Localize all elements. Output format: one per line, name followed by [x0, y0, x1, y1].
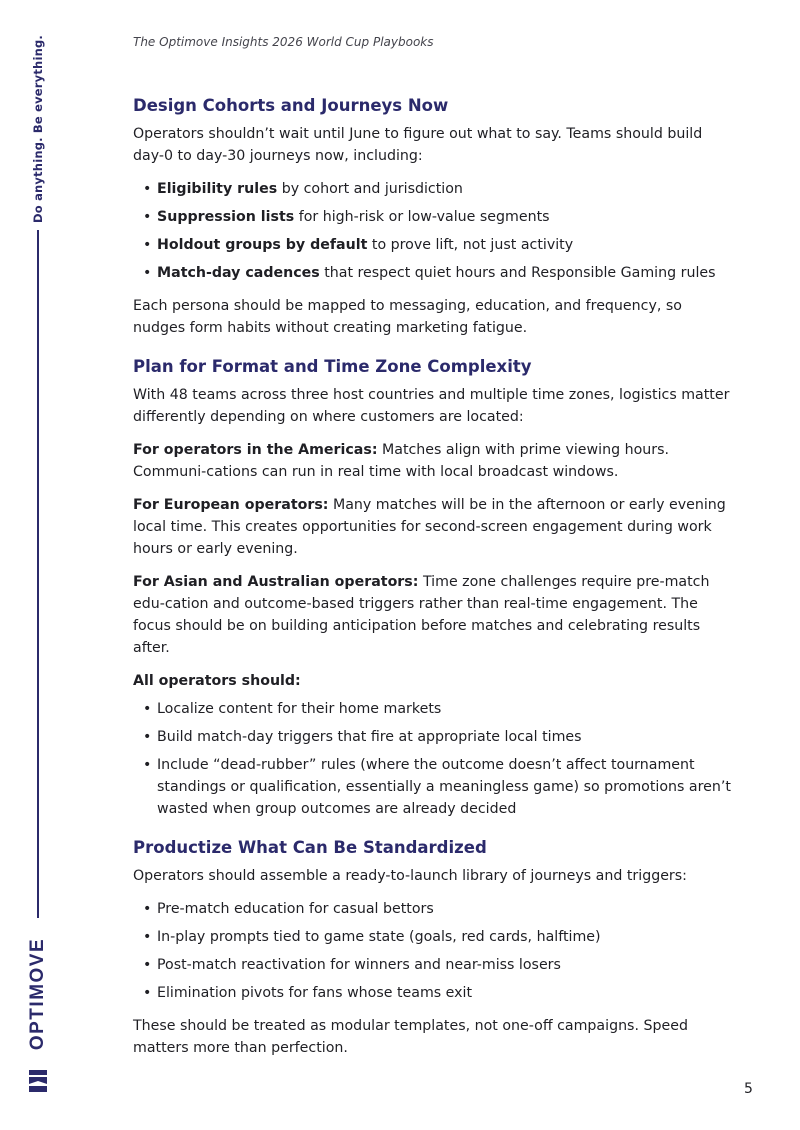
subheading-all-operators: All operators should: — [133, 673, 301, 689]
logo-text: OPTIMOVE — [27, 937, 49, 1051]
list-item: • Holdout groups by default to prove lift, not just activity — [143, 234, 733, 256]
paragraph: These should be treated as modular templates, not one-off campaigns. Speed matters more than perfection. — [133, 1018, 688, 1056]
bullet-list — [133, 698, 733, 820]
optimove-logo — [24, 930, 52, 1094]
bullet-list — [133, 898, 733, 1004]
list-item: • Elimination pivots for fans whose teams exit — [143, 982, 733, 1004]
optimove-mark-icon — [29, 1070, 47, 1092]
paragraph-americas: For operators in the Americas: Matches align with prime viewing hours. Communi-cations can run in real time with local broadcast windows. — [133, 442, 669, 480]
list-item: • Localize content for their home markets — [143, 698, 733, 720]
paragraph-europe: For European operators: Many matches will be in the afternoon or early evening local time. This creates opportunities for second-screen engagement during work hours or early evening. — [133, 497, 726, 557]
section-heading: Design Cohorts and Journeys Now — [133, 96, 449, 115]
list-item: • Eligibility rules by cohort and jurisdiction — [143, 178, 733, 200]
section-cohorts — [133, 94, 733, 339]
bullet-list — [133, 178, 733, 284]
section-heading: Productize What Can Be Standardized — [133, 838, 487, 857]
page-content — [133, 94, 733, 1070]
paragraph: With 48 teams across three host countries and multiple time zones, logistics matter differently depending on where customers are located: — [133, 387, 730, 425]
list-item: • Pre-match education for casual bettors — [143, 898, 733, 920]
list-item: • Build match-day triggers that fire at appropriate local times — [143, 726, 733, 748]
sidebar-tagline — [29, 34, 47, 223]
list-item: • Include “dead-rubber” rules (where the outcome doesn’t affect tournament standings or qualification, essentially a meaningless game) so promotions aren’t wasted when group outcomes are already decided — [143, 754, 733, 820]
paragraph: Operators shouldn’t wait until June to figure out what to say. Teams should build day-0 to day-30 journeys now, including: — [133, 126, 703, 164]
paragraph: Each persona should be mapped to messaging, education, and frequency, so nudges form habits without creating marketing fatigue. — [133, 298, 682, 336]
paragraph-asia: For Asian and Australian operators: Time zone challenges require pre-match edu-cation and outcome-based triggers rather than real-time engagement. The focus should be on building anticipation before matches and celebrating results after. — [133, 574, 710, 656]
sidebar-divider — [37, 230, 39, 918]
list-item: • Post-match reactivation for winners and near-miss losers — [143, 954, 733, 976]
section-timezones — [133, 355, 733, 820]
list-item: • Suppression lists for high-risk or low-value segments — [143, 206, 733, 228]
list-item: • Match-day cadences that respect quiet hours and Responsible Gaming rules — [143, 262, 733, 284]
list-item: • In-play prompts tied to game state (goals, red cards, halftime) — [143, 926, 733, 948]
logo-wordmark — [24, 930, 52, 1058]
paragraph: Operators should assemble a ready-to-launch library of journeys and triggers: — [133, 868, 687, 884]
section-heading: Plan for Format and Time Zone Complexity — [133, 357, 532, 376]
page-number: 5 — [744, 1081, 753, 1097]
running-header: The Optimove Insights 2026 World Cup Playbooks — [133, 35, 434, 49]
tagline-text: Do anything. Be everything. — [31, 34, 45, 223]
section-productize — [133, 836, 733, 1059]
